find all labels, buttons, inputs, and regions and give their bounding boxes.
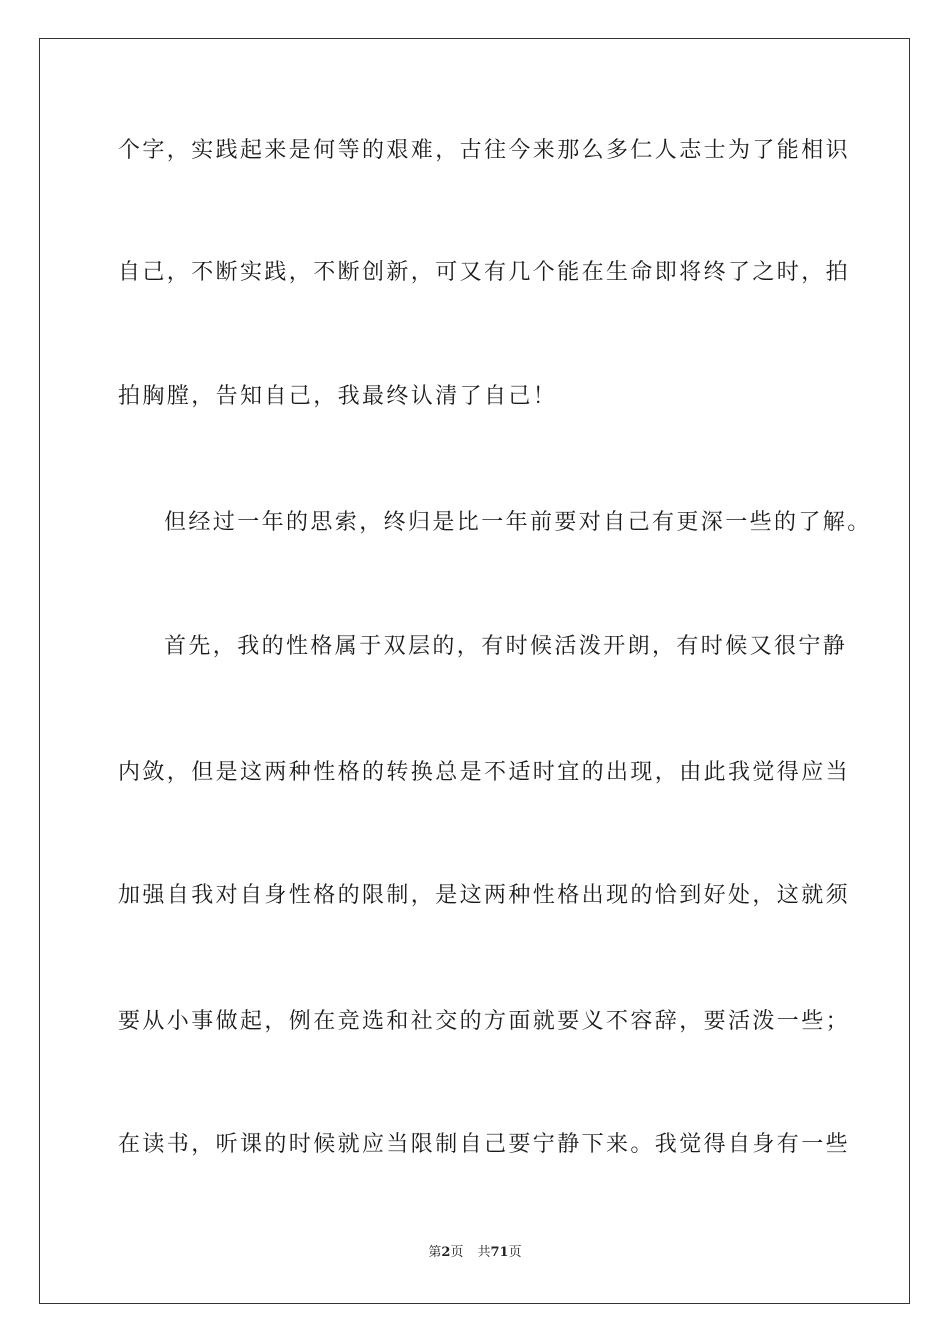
- page-footer: [0, 1244, 950, 1262]
- text-line: 要从小事做起，例在竞选和社交的方面就要义不容辞，要活泼一些；: [118, 1009, 851, 1034]
- total-prefix: 共: [477, 1245, 491, 1260]
- text-line: 个字，实践起来是何等的艰难，古往今来那么多仁人志士为了能相识: [118, 138, 851, 163]
- total-pages: 71: [490, 1245, 509, 1260]
- text-line: 拍胸膛，告知自己，我最终认清了自己！: [118, 384, 558, 409]
- text-line: 内敛，但是这两种性格的转换总是不适时宜的出现，由此我觉得应当: [118, 760, 851, 785]
- paragraph-start-line: 但经过一年的思索，终归是比一年前要对自己有更深一些的了解。: [164, 510, 872, 535]
- text-line: 在读书，听课的时候就应当限制自己要宁静下来。我觉得自身有一些: [118, 1132, 851, 1157]
- page-number: 2: [441, 1245, 451, 1260]
- paragraph-start-line: 首先，我的性格属于双层的，有时候活泼开朗，有时候又很宁静: [164, 634, 848, 659]
- page-prefix: 第: [428, 1245, 442, 1260]
- page-suffix: 页: [450, 1245, 464, 1260]
- text-line: 自己，不断实践，不断创新，可又有几个能在生命即将终了之时，拍: [118, 260, 851, 285]
- text-line: 加强自我对自身性格的限制，是这两种性格出现的恰到好处，这就须: [118, 883, 851, 908]
- page-border: [39, 38, 910, 1304]
- total-suffix: 页: [508, 1245, 522, 1260]
